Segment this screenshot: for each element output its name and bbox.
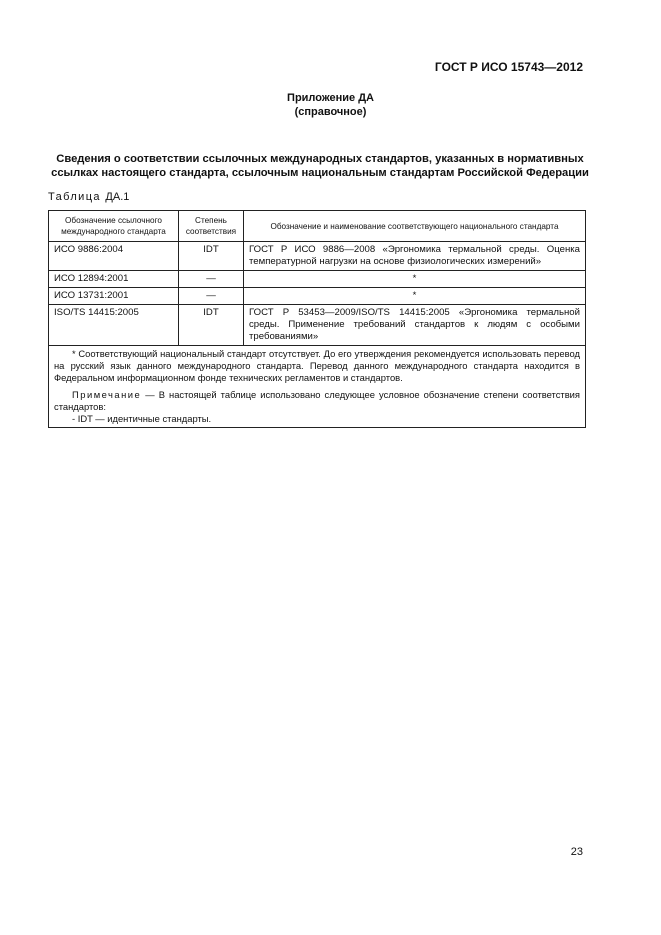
table-notes-row <box>49 346 586 428</box>
correspondence-table <box>48 210 586 428</box>
cell-degree: — <box>179 288 244 305</box>
table-row <box>49 242 586 271</box>
table-note <box>54 389 580 413</box>
table-header-row <box>49 211 586 242</box>
note-text: — В настоящей таблице использовано следующее условное обозначение степени соответствия стандартов: <box>54 389 580 412</box>
appendix-subtitle: (справочное) <box>294 106 367 118</box>
table-row <box>49 305 586 346</box>
document-number: ГОСТ Р ИСО 15743—2012 <box>434 60 583 74</box>
document-title-line-2: ссылках настоящего стандарта, ссылочным национальным стандартам Российской Федерации <box>51 167 589 179</box>
table-caption-word: Таблица <box>48 191 101 203</box>
cell-national-standard: ГОСТ Р 53453—2009/ISO/TS 14415:2005 «Эргономика термальной среды. Применение требований стандартов к людям с особыми требованиями» <box>244 305 586 346</box>
cell-intl-standard: ИСО 12894:2001 <box>49 271 179 288</box>
page-number: 23 <box>570 846 583 858</box>
document-title <box>50 152 590 180</box>
document-title-line-1: Сведения о соответствии ссылочных международных стандартов, указанных в нормативных <box>56 153 584 165</box>
header-degree: Степень соответствия <box>179 211 244 242</box>
note-label: Примечание <box>72 389 142 400</box>
cell-national-standard: ГОСТ Р ИСО 9886—2008 «Эргономика термальной среды. Оценка температурной нагрузки на основе физиологических измерений» <box>244 242 586 271</box>
header-national-standard: Обозначение и наименование соответствующего национального стандарта <box>244 211 586 242</box>
table-caption <box>48 191 129 203</box>
cell-intl-standard: ISO/TS 14415:2005 <box>49 305 179 346</box>
cell-national-standard: * <box>244 271 586 288</box>
table-notes <box>49 346 586 428</box>
cell-national-standard: * <box>244 288 586 305</box>
table-row <box>49 288 586 305</box>
note-list-item: - IDT — идентичные стандарты. <box>72 413 212 424</box>
table-row <box>49 271 586 288</box>
cell-degree: IDT <box>179 305 244 346</box>
appendix-title: Приложение ДА <box>287 92 374 104</box>
cell-intl-standard: ИСО 9886:2004 <box>49 242 179 271</box>
cell-degree: — <box>179 271 244 288</box>
table-caption-number: ДА.1 <box>105 191 130 203</box>
table-footnote: * Соответствующий национальный стандарт отсутствует. До его утверждения рекомендуется использовать перевод на русский язык данного международного стандарта. Перевод данного международного стандарта находится в Федеральном информационном фонде технических регламентов и стандартов. <box>54 348 580 383</box>
header-intl-standard: Обозначение ссылочного международного стандарта <box>49 211 179 242</box>
cell-intl-standard: ИСО 13731:2001 <box>49 288 179 305</box>
cell-degree: IDT <box>179 242 244 271</box>
